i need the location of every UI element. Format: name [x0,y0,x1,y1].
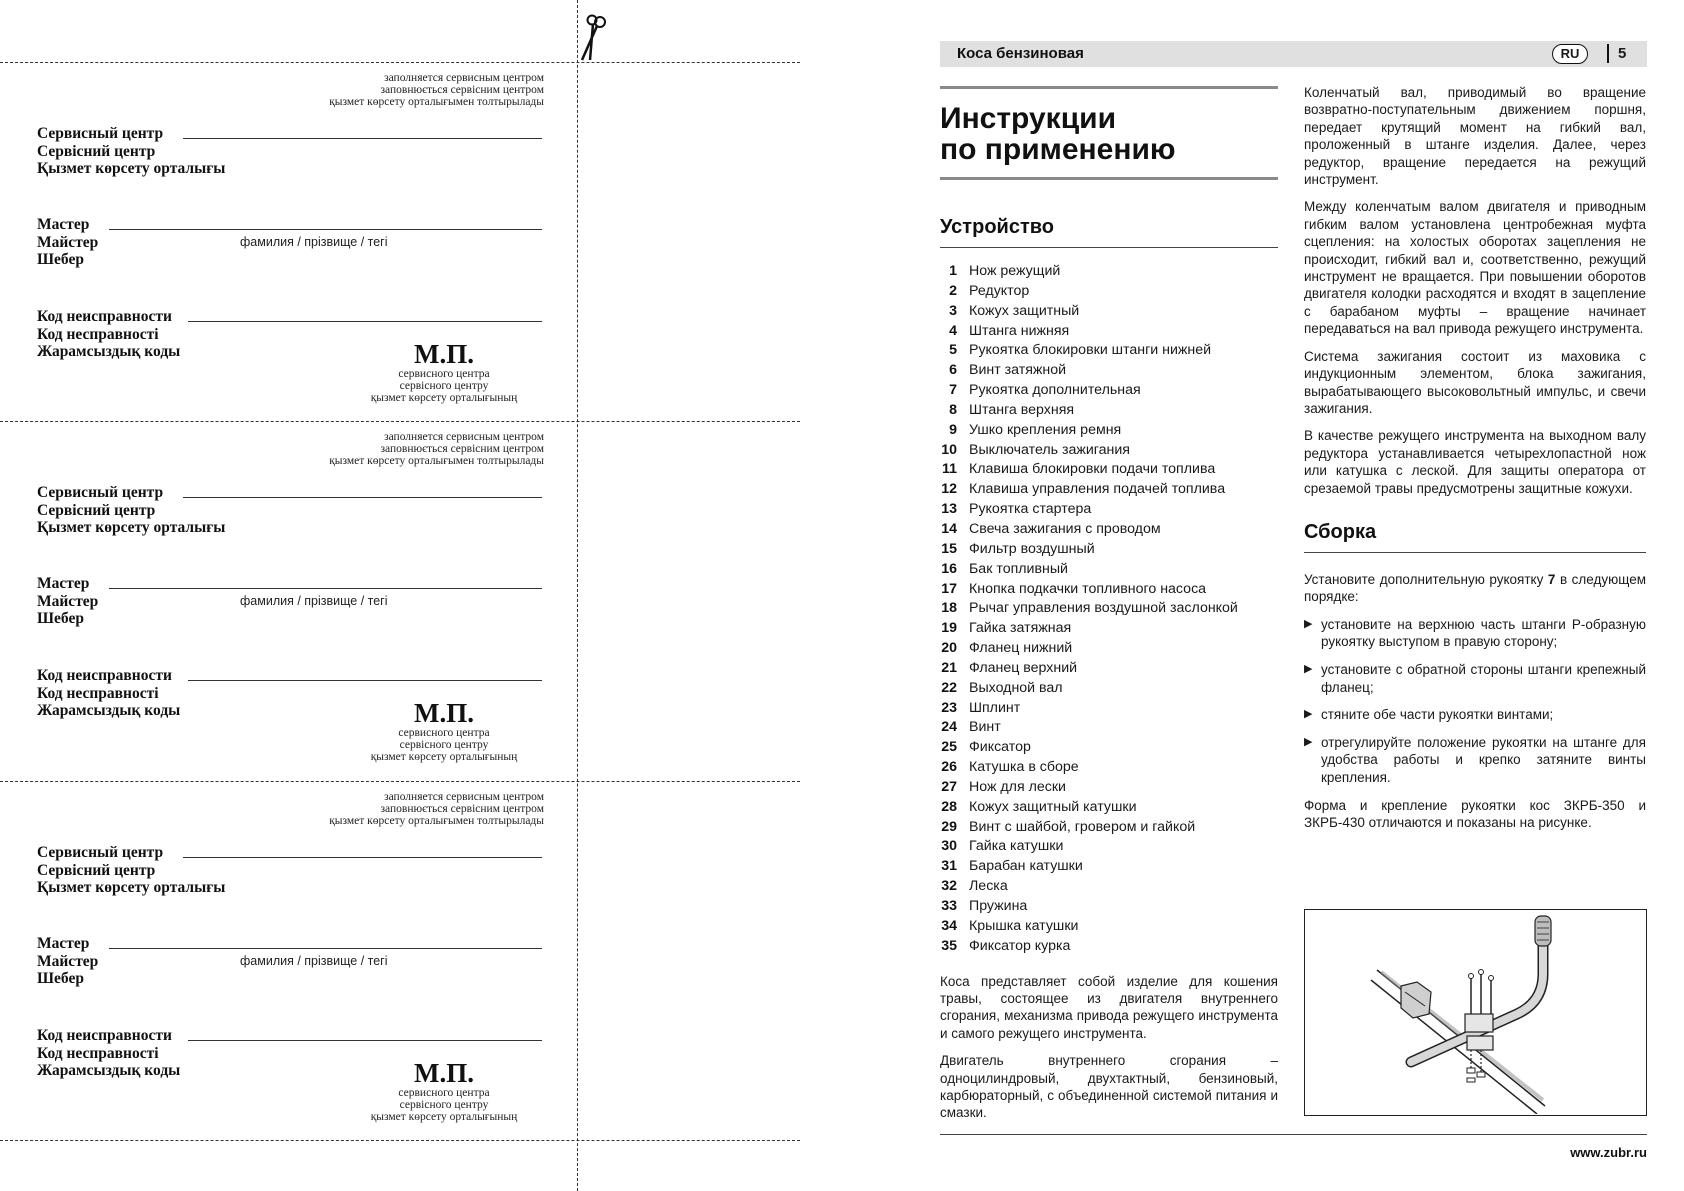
part-item [940,401,1278,421]
part-number: 5 [949,342,957,359]
stamp-label: М.П. [414,698,474,728]
part-item [940,897,1278,917]
part-number: 33 [941,898,957,914]
bullet-arrow-icon: ▶ [1304,617,1313,630]
service-center-note: заполняется сервисным центром заповнюється сервісним центром қызмет көрсету орталығымен толтырылады [329,431,544,467]
fault-code-field[interactable] [188,321,542,322]
part-name: Рукоятка стартера [969,501,1092,518]
part-name: Кожух защитный катушки [969,798,1137,815]
part-item [940,699,1278,719]
part-item [940,520,1278,540]
surname-hint: фамилия / прізвище / тегі [240,954,388,968]
part-number: 2 [949,282,957,299]
part-number: 31 [941,858,957,875]
service-center-field[interactable] [183,138,542,139]
service-center-note: заполняется сервисным центром заповнюється сервісним центром қызмет көрсету орталығымен толтырылады [329,72,544,108]
part-item [940,917,1278,937]
part-number: 23 [941,699,957,716]
part-name: Барабан катушки [969,858,1083,875]
master-field[interactable] [109,948,542,949]
service-center-note: заполняется сервисным центром заповнюється сервісним центром қызмет көрсету орталығымен толтырылады [329,791,544,827]
device-heading: Устройство [940,216,1278,248]
stamp-caption: сервисного центра сервісного центру қызмет көрсету орталығының [370,1087,518,1123]
part-name: Кожух защитный [969,302,1080,319]
master-label: Мастер Майстер Шебер [37,216,99,268]
bullet-arrow-icon: ▶ [1304,735,1313,748]
part-number: 18 [941,600,957,617]
part-item [940,322,1278,342]
part-number: 1 [949,263,957,279]
service-center-field[interactable] [183,857,542,858]
part-item [940,837,1278,857]
part-name: Гайка затяжная [969,620,1072,637]
part-item [940,441,1278,461]
clutch-paragraph: Между коленчатым валом двигателя и приводным гибким валом установлена центробежная муфта сцепления: на холостых оборотах зацепления не происходит, гибкий вал и, соответственно, режущий инструмент не вращается. При повышении оборотов двигателя колодки расходятся и входят в зацепление с барабаном муфты – вращение начинает передаваться на вал привода режущего инструмента. [1304,199,1646,337]
title-rule-top [940,86,1278,89]
part-item [940,460,1278,480]
fault-code-label: Код неисправности Код несправності Жарамсыздық коды [37,308,181,360]
part-name: Леска [969,878,1008,895]
part-name: Редуктор [969,282,1030,299]
part-number: 11 [942,461,957,478]
language-badge: RU [1552,44,1588,64]
handle-assembly-figure [1304,909,1647,1116]
part-item [940,738,1278,758]
part-number: 6 [949,362,957,379]
fault-code-field[interactable] [188,680,542,681]
part-item [940,639,1278,659]
ignition-paragraph: Система зажигания состоит из маховика с индукционным элементом, блока зажигания, вырабатывающего высоковольтный импульс, и свечи зажигания. [1304,348,1646,416]
assembly-step [1304,734,1646,787]
part-number: 32 [941,878,957,895]
stamp-area [344,699,544,763]
assembly-step [1304,661,1646,696]
fault-code-label: Код неисправности Код несправності Жарамсыздық коды [37,1027,181,1079]
bullet-arrow-icon: ▶ [1304,708,1313,721]
cutting-tool-paragraph: В качестве режущего инструмента на выходном валу редуктора устанавливается четырехлопастной нож или катушка с леской. Для защиты оператора от срезаемой травы предусмотрены защитные кожухи. [1304,428,1646,496]
stamp-label: М.П. [414,339,474,369]
part-name: Кнопка подкачки топливного насоса [969,580,1207,597]
part-name: Штанга верхняя [969,401,1075,418]
part-name: Свеча зажигания с проводом [969,520,1161,537]
part-item [940,659,1278,679]
footer-rule [940,1134,1647,1135]
part-item [940,599,1278,619]
description-paragraph: Коса представляет собой изделие для кошения травы, состоящее из двигателя внутреннего сгорания, механизма привода режущего инструмента и самого режущего инструмента. [940,973,1278,1041]
part-name: Фланец нижний [969,640,1073,657]
service-center-field[interactable] [183,497,542,498]
part-number: 3 [949,302,957,319]
assembly-intro: Установите дополнительную рукоятку 7 в следующем порядке: [1304,571,1646,605]
assembly-steps [1304,616,1646,787]
part-name: Катушка в сборе [969,759,1079,776]
part-item [940,282,1278,302]
part-name: Клавиша управления подачей топлива [969,481,1226,498]
master-label: Мастер Майстер Шебер [37,575,99,627]
part-name: Рукоятка дополнительная [969,382,1141,399]
part-item [940,798,1278,818]
assembly-step-text: установите на верхнюю часть штанги Р-образную рукоятку выступом в правую сторону; [1321,616,1646,650]
part-name: Нож для лески [969,778,1066,795]
part-name: Фиксатор [969,739,1031,756]
part-name: Рычаг управления воздушной заслонкой [969,600,1238,617]
part-number: 17 [941,580,957,597]
part-number: 4 [949,322,957,339]
assembly-step [1304,616,1646,651]
part-name: Ушко крепления ремня [969,421,1122,438]
assembly-step-text: установите с обратной стороны штанги крепежный фланец; [1321,661,1646,695]
part-item [940,341,1278,361]
stamp-caption: сервисного центра сервісного центру қызмет көрсету орталығының [370,368,518,404]
part-number: 35 [941,937,957,954]
part-item [940,679,1278,699]
website-link[interactable]: www.zubr.ru [1570,1145,1647,1160]
part-name: Рукоятка блокировки штанги нижней [969,342,1212,359]
part-item [940,758,1278,778]
fault-code-label: Код неисправности Код несправності Жарамсыздық коды [37,667,181,719]
bullet-arrow-icon: ▶ [1304,662,1313,675]
part-item [940,580,1278,600]
part-item [940,381,1278,401]
part-number: 10 [941,441,957,458]
part-name: Винт с шайбой, гровером и гайкой [969,818,1196,835]
part-name: Выключатель зажигания [969,441,1130,458]
part-number: 25 [941,739,957,756]
closing-paragraph: Форма и крепление рукоятки кос ЗКРБ-350 и ЗКРБ-430 отличаются и показаны на рисунке. [1304,797,1646,830]
part-name: Клавиша блокировки подачи топлива [969,461,1216,478]
part-name: Крышка катушки [969,917,1079,934]
part-item [940,857,1278,877]
part-item [940,560,1278,580]
part-name: Шплинт [969,699,1021,716]
part-name: Винт затяжной [969,362,1067,379]
part-number: 27 [941,778,957,795]
page-title: Инструкции по применению [940,102,1176,166]
master-field[interactable] [109,588,542,589]
page-number: 5 [1618,45,1627,62]
title-rule-bottom [940,177,1278,180]
product-title: Коса бензиновая [957,45,1084,62]
part-number: 12 [941,481,957,498]
service-center-label: Сервисный центр Сервісний центр Қызмет көрсету орталығы [37,844,226,896]
warranty-coupon [0,421,560,781]
part-item [940,302,1278,322]
left-column [940,86,1278,1122]
handle-assembly-illustration [1305,910,1645,1114]
part-number: 8 [949,401,957,418]
warranty-coupon [0,781,560,1141]
part-number: 34 [941,917,957,934]
part-item [940,480,1278,500]
part-name: Бак топливный [969,560,1068,577]
header-separator [1607,44,1609,63]
crankshaft-paragraph: Коленчатый вал, приводимый во вращение возвратно-поступательным движением поршня, передает крутящий момент на гибкий вал, проложенный в штанге изделия. Далее, через редуктор, вращение передается на режущий инструмент. [1304,85,1646,188]
part-item [940,818,1278,838]
part-name: Выходной вал [969,679,1063,696]
assembly-heading: Сборка [1304,521,1646,553]
part-number: 29 [941,818,957,835]
part-name: Фильтр воздушный [969,540,1095,557]
page-header [940,41,1647,67]
scissors-icon [578,14,612,62]
part-number: 9 [949,421,957,438]
assembly-step-text: отрегулируйте положение рукоятки на штанге для удобства работы и крепко затяните винты крепления. [1321,734,1646,785]
part-name: Штанга нижняя [969,322,1070,339]
part-number: 13 [941,501,957,518]
service-center-label: Сервисный центр Сервісний центр Қызмет көрсету орталығы [37,484,226,536]
part-item [940,500,1278,520]
part-item [940,937,1278,957]
fault-code-field[interactable] [188,1040,542,1041]
master-field[interactable] [109,229,542,230]
part-number: 22 [941,679,957,696]
part-name: Гайка катушки [969,838,1064,855]
part-name: Фланец верхний [969,659,1078,676]
part-item [940,421,1278,441]
surname-hint: фамилия / прізвище / тегі [240,594,388,608]
assembly-step [1304,706,1646,724]
part-name: Пружина [969,898,1028,914]
parts-list [940,262,1278,957]
stamp-area [344,1059,544,1123]
part-number: 26 [941,759,957,776]
part-number: 7 [949,382,957,399]
part-number: 14 [941,520,957,537]
part-item [940,718,1278,738]
stamp-area [344,340,544,404]
part-item [940,778,1278,798]
part-number: 15 [941,540,957,557]
part-item [940,619,1278,639]
part-name: Винт [969,719,1001,736]
part-name: Нож режущий [969,263,1061,279]
vertical-cut-line [577,0,578,1191]
engine-paragraph: Двигатель внутреннего сгорания – одноцилиндровый, двухтактный, бензиновый, карбюраторный, с объединенной системой питания и смазки. [940,1053,1278,1121]
assembly-step-text: стяните обе части рукоятки винтами; [1321,707,1554,723]
stamp-caption: сервисного центра сервісного центру қызмет көрсету орталығының [370,727,518,763]
part-number: 20 [941,640,957,657]
part-item [940,262,1278,282]
part-item [940,877,1278,897]
master-label: Мастер Майстер Шебер [37,935,99,987]
part-number: 21 [941,659,957,676]
part-number: 24 [941,719,957,736]
part-number: 30 [941,838,957,855]
warranty-coupons-page [0,0,800,1191]
service-center-label: Сервисный центр Сервісний центр Қызмет көрсету орталығы [37,125,226,177]
stamp-label: М.П. [414,1058,474,1088]
right-column [1304,84,1646,831]
part-item [940,361,1278,381]
surname-hint: фамилия / прізвище / тегі [240,235,388,249]
warranty-coupon [0,62,560,422]
part-number: 28 [941,798,957,815]
part-name: Фиксатор курка [969,937,1071,954]
part-item [940,540,1278,560]
part-number: 19 [941,620,957,637]
part-number: 16 [941,560,957,577]
